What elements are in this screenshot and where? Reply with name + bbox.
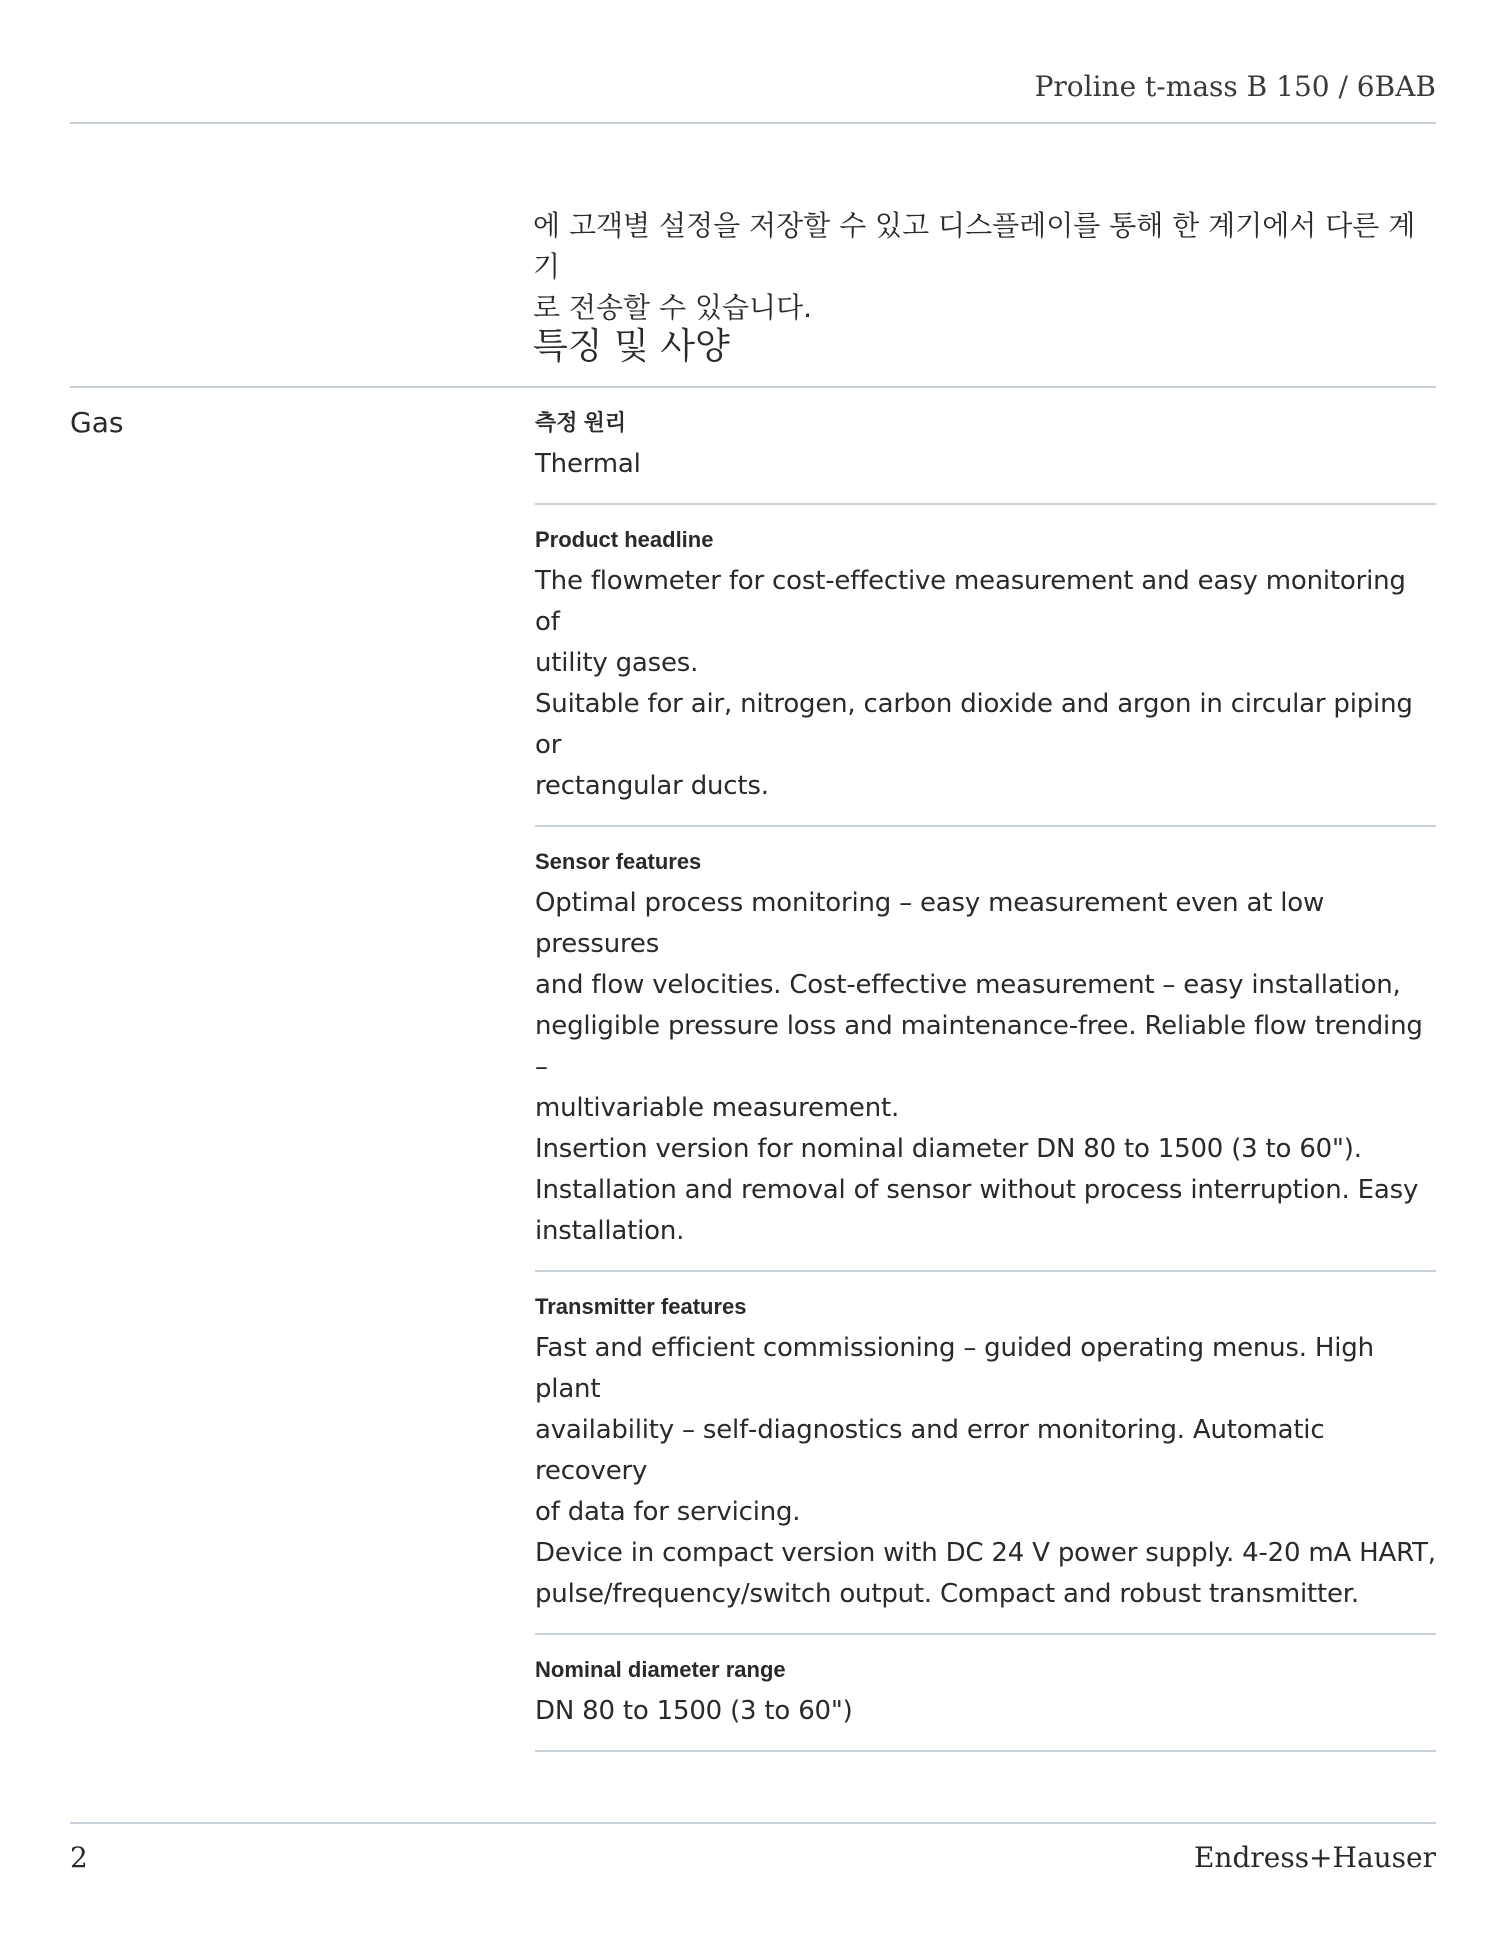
spec-value-line: Installation and removal of sensor without process interruption. Easy: [535, 1175, 1419, 1205]
spec-value-line: The flowmeter for cost-effective measurement and easy monitoring of: [535, 566, 1406, 637]
intro-paragraph: [533, 205, 1433, 328]
spec-value-line: negligible pressure loss and maintenance‐free. Reliable flow trending –: [535, 1011, 1423, 1082]
spec-value-line: Device in compact version with DC 24 V power supply. 4-20 mA HART,: [535, 1538, 1436, 1568]
spec-entry-product-headline: [535, 505, 1436, 827]
section-heading: 특징 및 사양: [533, 326, 730, 367]
spec-value-line: Thermal: [535, 449, 641, 479]
spec-value-line: of data for servicing.: [535, 1497, 801, 1527]
spec-entry-transmitter-features: [535, 1272, 1436, 1635]
spec-value-line: Insertion version for nominal diameter DN 80 to 1500 (3 to 60").: [535, 1134, 1362, 1164]
spec-entry-sensor-features: [535, 827, 1436, 1272]
spec-value-line: Optimal process monitoring – easy measurement even at low pressures: [535, 888, 1325, 959]
intro-line: 로 전송할 수 있습니다.: [533, 291, 813, 324]
intro-line: 에 고객별 설정을 저장할 수 있고 디스플레이를 통해 한 계기에서 다른 계기: [533, 209, 1416, 283]
document-header-title: Proline t-mass B 150 / 6BAB: [1034, 70, 1436, 103]
footer-divider: [70, 1822, 1436, 1824]
spec-value-line: DN 80 to 1500 (3 to 60"): [535, 1696, 853, 1726]
spec-label: Transmitter features: [535, 1294, 747, 1319]
spec-value-line: and flow velocities. Cost‐effective measurement – easy installation,: [535, 970, 1401, 1000]
spec-value-line: installation.: [535, 1216, 685, 1246]
spec-label: Sensor features: [535, 849, 702, 874]
page-number: 2: [70, 1841, 88, 1874]
spec-value-line: multivariable measurement.: [535, 1093, 900, 1123]
spec-label: Nominal diameter range: [535, 1657, 786, 1682]
spec-label: 측정 원리: [535, 410, 627, 435]
specification-list: [535, 388, 1436, 1752]
spec-entry-measuring-principle: [535, 388, 1436, 505]
spec-value-line: Suitable for air, nitrogen, carbon dioxide and argon in circular piping or: [535, 689, 1413, 760]
spec-label: Product headline: [535, 527, 714, 552]
spec-entry-nominal-diameter-range: [535, 1635, 1436, 1752]
header-divider: [70, 122, 1436, 124]
side-label-gas: Gas: [70, 406, 124, 439]
spec-value-line: rectangular ducts.: [535, 771, 769, 801]
spec-value-line: Fast and efficient commissioning – guided operating menus. High plant: [535, 1333, 1374, 1404]
brand-logo-text: Endress+Hauser: [1193, 1841, 1436, 1874]
spec-value-line: availability – self‐diagnostics and error monitoring. Automatic recovery: [535, 1415, 1325, 1486]
spec-value-line: pulse/frequency/switch output. Compact and robust transmitter.: [535, 1579, 1359, 1609]
spec-value-line: utility gases.: [535, 648, 699, 678]
